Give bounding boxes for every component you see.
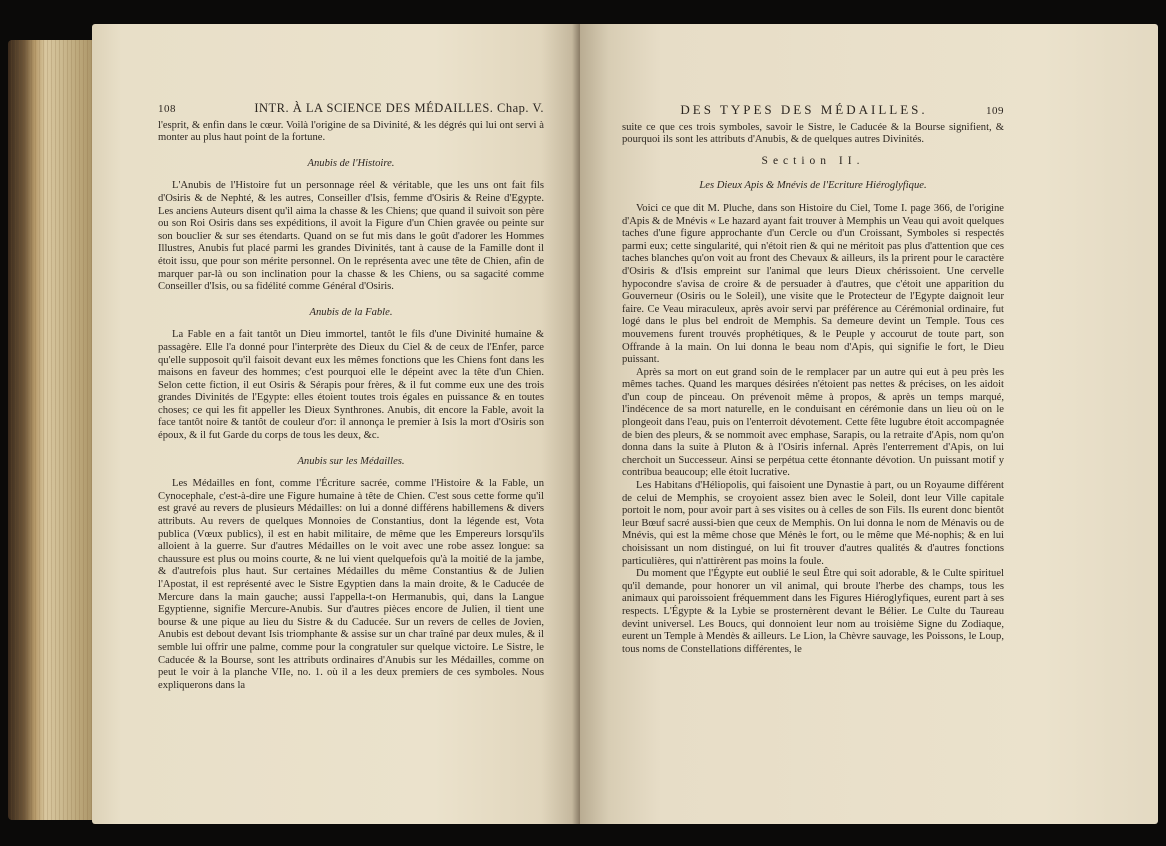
left-running-title: INTR. À LA SCIENCE DES MÉDAILLES. Chap. V. — [254, 101, 544, 115]
heading-anubis-histoire: Anubis de l'Histoire. — [307, 157, 395, 169]
right-page — [580, 24, 1158, 824]
paragraph-pluche-quote: Voici ce que dit M. Pluche, dans son Histoire du Ciel, Tome I. page 366, de l'origine d'Apis & de Mnévis « Le hazard ayant fait trouver à Memphis un Veau qui avoit quelques taches d'une figure approchante d'un Cercle ou d'un Croissant, Symboles si respectés parmi eux; cette singularité, qui n'étoit rien & qui ne méritoit pas plus d'attention que ces taches blanches qu'on voit au front des Chevaux & ailleurs, ils la prirent pour le caractère d'Osiris & d'Isis empreint sur l'animal que leurs Dieux chérissoient. Une cervelle hypocondre s'avisa de croire & de persuader à d'autres, que c'étoit une apparition du Gouverneur (Osiris ou le Soleil), une visite que le Protecteur de l'Egypte daignoit leur faire. Ce Veau miraculeux, après avoir servi par préférence au Cérémonial ordinaire, fut logé dans le plus bel endroit de Memphis. Sa demeure devint un Temple. Tous ces mouvemens furent trouvés prophétiques, & le Peuple y accourut de toute part, son Offrande à la main. On lui donna le beau nom d'Apis, qui signifie le fort, le Dieu puissant. — [622, 202, 1004, 366]
left-opening-text: l'esprit, & enfin dans le cœur. Voilà l'origine de sa Divinité, & les dégrés qui lui ont servi à monter au plus haut point de la fortune. — [158, 119, 544, 144]
left-page-number: 108 — [158, 103, 176, 115]
right-running-title: DES TYPES DES MÉDAILLES. — [680, 102, 928, 117]
book-page-edges — [8, 40, 98, 820]
right-opening-text: suite ce que ces trois symboles, savoir le Sistre, le Caducée & la Bourse signifient, & pourquoi ils sont les attributs d'Anubis, & de quelques autres Divinités. — [622, 121, 1004, 146]
paragraph-anubis-histoire: L'Anubis de l'Histoire fut un personnage réel & véritable, que les uns ont fait fils d'Osiris & de Nephté, & les autres, Conseiller d'Isis, femme d'Osiris & Reine d'Egypte. Les anciens Auteurs disent qu'il aima la chasse & les Chiens; que quand il suivoit son père ou son Roi Osiris dans ses expéditions, il avoit la Figure d'un Chien gravée ou peinte sur son bouclier & sur ses étendarts. Quand on se fut mis dans le goût d'adorer les Hommes Illustres, Anubis fut placé parmi les grandes Divinités, tant à cause de la Famille dont il étoit issu, que pour son mérite personnel. On le représenta avec une tête de Chien, afin de marquer par-là ou son inclination pour la chasse & les Chiens, ou sa sagacité comme Conseiller d'Isis, ou sa fidélité comme Général d'Osiris. — [158, 180, 544, 293]
right-running-head — [622, 104, 1004, 118]
section-label: Section II. — [761, 154, 865, 167]
heading-apis-mnevis: Les Dieux Apis & Mnévis de l'Ecriture Hiéroglyfique. — [699, 180, 927, 192]
left-running-head — [158, 102, 544, 116]
heading-anubis-medailles: Anubis sur les Médailles. — [297, 455, 405, 467]
left-page — [92, 24, 580, 824]
heading-anubis-fable: Anubis de la Fable. — [309, 306, 393, 318]
right-text-column — [622, 104, 1004, 656]
right-page-number: 109 — [986, 105, 1004, 117]
paragraph-heliopolis: Les Habitans d'Héliopolis, qui faisoient une Dynastie à part, ou un Royaume différent de celui de Memphis, se croyoient assez bien avec le Soleil, dont leur Ville capitale portoit le nom, pour avoir part à ses visites ou à celles de son Fils. Ils eurent donc bientôt leur Bœuf sacré aussi-bien que ceux de Memphis. On lui donna le nom de Ménavis ou de Mnévis, qui est la même chose que Ménès le fort, ou le même que Mé-nophis; & en lui choisissant un nom distingué, on lui fit trouver d'autres qualités & d'autres fonctions particulières, qui n'attirèrent pas moins la foule. — [622, 480, 1004, 567]
paragraph-anubis-medailles: Les Médailles en font, comme l'Écriture sacrée, comme l'Histoire & la Fable, un Cynocephale, c'est-à-dire une Figure humaine à tête de Chien. C'est sous cette forme qu'il est gravé au revers de plusieurs Médailles: on lui a donné différens habillemens & divers attributs. Au revers de quelques Monnoies de Constantius, dont la légende est, Vota publica (Vœux publics), il est en habit militaire, de même que les Empereurs lorsqu'ils alloient à la guerre. Sur d'autres Médailles on le voit avec une robe assez longue: sa chaussure est plus ou moins courte, & ne lui vient quelquefois qu'à la moitié de la jambe, & d'autrefois plus haut. Sur certaines Médailles du même Constantius & de Julien l'Apostat, il est représenté avec le Sistre Egyptien dans la main droite, & le Caducée de Mercure dans la main gauche; aussi l'appella-t-on Hermanubis, qui, dans la Langue Egyptienne, signifie Mercure-Anubis. Sur d'autres pièces encore de Julien, il tient une bourse & une pique au lieu du Sistre & du Caducée. Sur un revers de celles de Jovien, Anubis est debout devant Isis triomphante & assise sur un char traîné par deux mules, & il semble lui offrir une palme, comme pour la congratuler sur quelque victoire. Le Sistre, le Caducée & la Bourse, sont les attributs ordinaires d'Anubis sur les Médailles, comme on peut le voir à la planche VIIe, no. 1. où il a les deux premiers de ces symboles. Nous expliquerons dans la — [158, 478, 544, 691]
paragraph-apis-death: Après sa mort on eut grand soin de le remplacer par un autre qui eut à peu près les mêmes taches. Quand les marques désirées n'étoient pas nettes & précises, on les aidoit d'un coup de pinceau. On prévenoit même à propos, & après un temps marqué, l'indécence de sa mort naturelle, en le conduisant en cérémonie dans un lieu où on le plongeoit dans l'eau, puis on l'enterroit dévotement. Cette fête lugubre étoit accompagnée de bien des pleurs, & se nommoit avec emphase, Sarapis, ou la retraite d'Apis, nom qu'on donna dans la suite à Pluton & à l'Osiris infernal. Après l'enterrement d'Apis, on lui cherchoit un Successeur. Ainsi se perpétua cette étonnante dévotion. Un puissant motif y contribua beaucoup; elle étoit lucrative. — [622, 366, 1004, 479]
left-text-column — [158, 102, 544, 692]
paragraph-anubis-fable: La Fable en a fait tantôt un Dieu immortel, tantôt le fils d'une Divinité humaine & passagère. Elle l'a donné pour l'interprète des Dieux du Ciel & de ceux de l'Enfer, parce qu'elle supposoit qu'il faisoit devant eux les mêmes fonctions que les Chiens font dans les maisons en faveur des hommes; c'est pourquoi elle le dépeint avec la tête d'un Chien. Selon cette fiction, il eut Osiris & Sérapis pour frères, & il fut comme eux une des trois grandes Divinités de l'Egypte: elles étoient toutes trois égales en puissance & en toutes choses; ce qui les fit appeller les Dieux Synthrones. Anubis, dit encore la Fable, avoit la face tantôt noire & tantôt de couleur d'or: il annonça le premier à Isis la mort d'Osiris son époux, & il fut Garde du corps de tous les deux, &c. — [158, 329, 544, 442]
paragraph-animal-cult: Du moment que l'Égypte eut oublié le seul Être qui soit adorable, & le Culte spirituel qu'il demande, pour honorer un vil animal, qui broute l'herbe des champs, tous les animaux qui paroissoient fréquemment dans les Figures Hiéroglyfiques, eurent part à ses respects. L'Égypte & la Lybie se prosternèrent devant le Bélier. Le Culte du Taureau devint universel. Les Boucs, qui donnoient leur nom au troisième Signe du Zodiaque, eurent un Temple à Mendès & ailleurs. Le Lion, la Chèvre sauvage, les Poissons, le Loup, tous noms de Constellations différentes, le — [622, 568, 1004, 655]
